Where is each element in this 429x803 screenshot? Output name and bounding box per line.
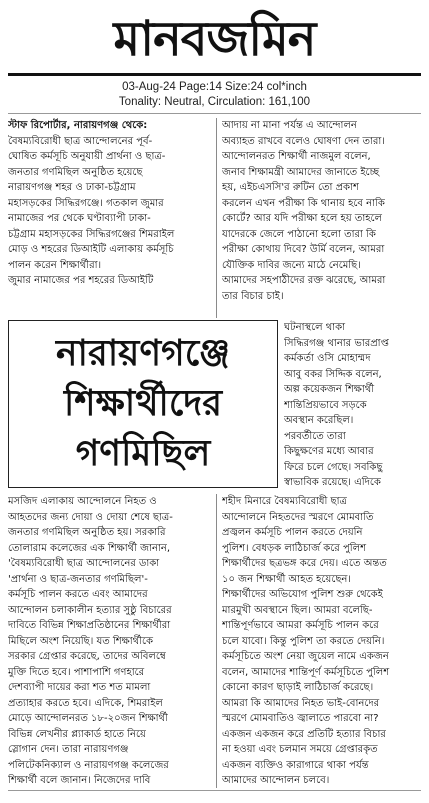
article-left-top bbox=[8, 118, 213, 318]
top-divider bbox=[8, 113, 421, 114]
article-right-bottom bbox=[222, 494, 424, 788]
headline-box bbox=[8, 320, 278, 488]
clipping-meta-date: 03-Aug-24 Page:14 Size:24 col*inch bbox=[122, 81, 307, 93]
article-paragraph-right-bottom: শহীদ মিনারে বৈষম্যবিরোধী ছাত্র আন্দোলনে নিহতদের স্মরণে মোমবাতি প্রজ্বলন কর্মসূচি পালন করতে দেয়নি পুলিশ। বেধড়ক লাঠিচার্জ করে পুলিশ শিক্ষার্থীদের ছত্রভঙ্গ করে দেয়। এতে অন্তত ১০ জন শিক্ষার্থী আহত হয়েছেন। শিক্ষার্থীদের অভিযোগ পুলিশ শুরু থেকেই মারমুখী অবস্থানে ছিল। আমরা বলেছি- শান্তিপূর্ণভাবে আমরা কর্মসূচি পালন করে চলে যাবো। কিন্তু পুলিশ তা করতে দেয়নি। কর্মসূচিতে অংশ নেয়া জুয়েল নামে একজন বলেন, আমাদের শান্তিপূর্ণ কর্মসূচিতে পুলিশ কোনো কারণ ছাড়াই লাঠিচার্জ করেছে। আমরা কি আমাদের নিহত ভাই-বোনদের স্মরণে মোমবাতিও জ্বালাতে পারবো না? একজন একজন করে প্রতিটি হত্যার বিচার না হওয়া এবং চলমান সময়ে গ্রেপ্তারকৃত একজন ব্যক্তিও কারাগারে থাকা পর্যন্ত আমাদের আন্দোলন চলবে। bbox=[222, 496, 390, 786]
newspaper-masthead bbox=[8, 4, 421, 76]
headline-line-3: গণমিছিল bbox=[75, 433, 211, 474]
article-right-mid bbox=[284, 320, 424, 490]
column-divider-bottom bbox=[216, 494, 217, 788]
article-paragraph-left-top: বৈষম্যবিরোধী ছাত্র আন্দোলনের পূর্ব- ঘোষিত কর্মসূচি অনুযায়ী প্রার্থনা ও ছাত্র- জনতার গণমিছিল অনুষ্ঠিত হয়েছে নারায়ণগঞ্জ শহর ও ঢাকা-চট্টগ্রাম মহাসড়কের সিদ্ধিরগঞ্জে। গতকাল জুমার নামাজের পর থেকে ঘণ্টাব্যাপী ঢাকা- চট্টগ্রাম মহাসড়কের সিদ্ধিরগঞ্জের শিমরাইল মোড় ও শহরের ডিআইটি এলাকায় কর্মসূচি পালন করেন শিক্ষার্থীরা। জুমার নামাজের পর শহরের ডিআইটি bbox=[8, 135, 175, 286]
article-paragraph-right-mid: ঘটনাস্থলে থাকা সিদ্ধিরগঞ্জ থানার ভারপ্রাপ্ত কর্মকর্তা ওসি মোহাম্মদ আবু বকর সিদ্দিক বলেন, অল্প কয়েকজন শিক্ষার্থী শান্তিপ্রিয়ভাবে সড়কে অবস্থান করেছিল। পরবর্তীতে তারা কিছুক্ষণের মধ্যে আবার ফিরে চলে গেছে। সবকিছু স্বাভাবিক রয়েছে। এদিকে bbox=[284, 322, 389, 488]
article-paragraph-right-top: আদায় না মানা পর্যন্ত এ আন্দোলন অব্যাহত রাখবে বলেও ঘোষণা দেন তারা। আন্দোলনরত শিক্ষার্থী নাজমুল বলেন, জনাব শিক্ষামন্ত্রী আমাদের জানাতে ইচ্ছে হয়, এইচএসসি'র রুটিন তো প্রকাশ করলেন এখন পরীক্ষা কি থানায় হবে নাকি কোর্টে? আর যদি পরীক্ষা হলে হয় তাহলে যাদেরকে জেলে পাঠানো হলো তারা কি পরীক্ষা কোথায় দিবে? উর্মি বলেন, আমরা যৌক্তিক দাবির জন্যে মাঠে নেমেছি। আমাদের সহপাঠীদের রক্ত ঝরেছে, আমরা তার বিচার চাই। bbox=[222, 120, 386, 302]
newspaper-logo: মানবজমিন bbox=[113, 10, 316, 67]
article-right-top bbox=[222, 118, 424, 318]
article-left-bottom bbox=[8, 494, 213, 788]
clipping-meta-tonality: Tonality: Neutral, Circulation: 161,100 bbox=[118, 96, 311, 108]
article-byline: স্টাফ রিপোর্টার, নারায়ণগঞ্জ থেকে: bbox=[8, 120, 148, 131]
bottom-divider bbox=[8, 790, 421, 791]
column-divider-top bbox=[216, 118, 217, 318]
headline-line-2: শিক্ষার্থীদের bbox=[64, 383, 222, 424]
article-paragraph-left-bottom: মসজিদ এলাকায় আন্দোলনে নিহত ও আহতদের জন্য দোয়া ও দোয়া শেষে ছাত্র- জনতার গণমিছিল অনুষ্ঠিত হয়। সরকারি তোলারাম কলেজের এক শিক্ষার্থী জানান, 'বৈষম্যবিরোধী ছাত্র আন্দোলনের ডাকা 'প্রার্থনা ও ছাত্র-জনতার গণমিছিল'- কর্মসূচি পালন করতে এবং আমাদের আন্দোলন চলাকালীন হত্যার সুষ্ঠু বিচারের দাবিতে বিভিন্ন শিক্ষাপ্রতিষ্ঠানের শিক্ষার্থীরা মিছিলে অংশ নিয়েছি। যত শিক্ষার্থীকে সরকার গ্রেপ্তার করেছে, তাদের অবিলম্বে মুক্তি দিতে হবে। পাশাপাশি গণহারে দেশব্যাপী দায়ের করা শত শত মামলা প্রত্যাহার করতে হবে। এদিকে, শিমরাইল মোড়ে আন্দোলনরত ১৮-২০জন শিক্ষার্থী বিভিন্ন লেখনীর প্ল্যাকার্ড হাতে নিয়ে স্লোগান দেন। তারা নারায়ণগঞ্জ পলিটেকনিক্যাল ও নারায়ণগঞ্জ কলেজের শিক্ষার্থী বলে জানান। নিজেদের দাবি bbox=[8, 496, 173, 786]
headline-line-1: নারায়ণগঞ্জে bbox=[56, 333, 230, 374]
